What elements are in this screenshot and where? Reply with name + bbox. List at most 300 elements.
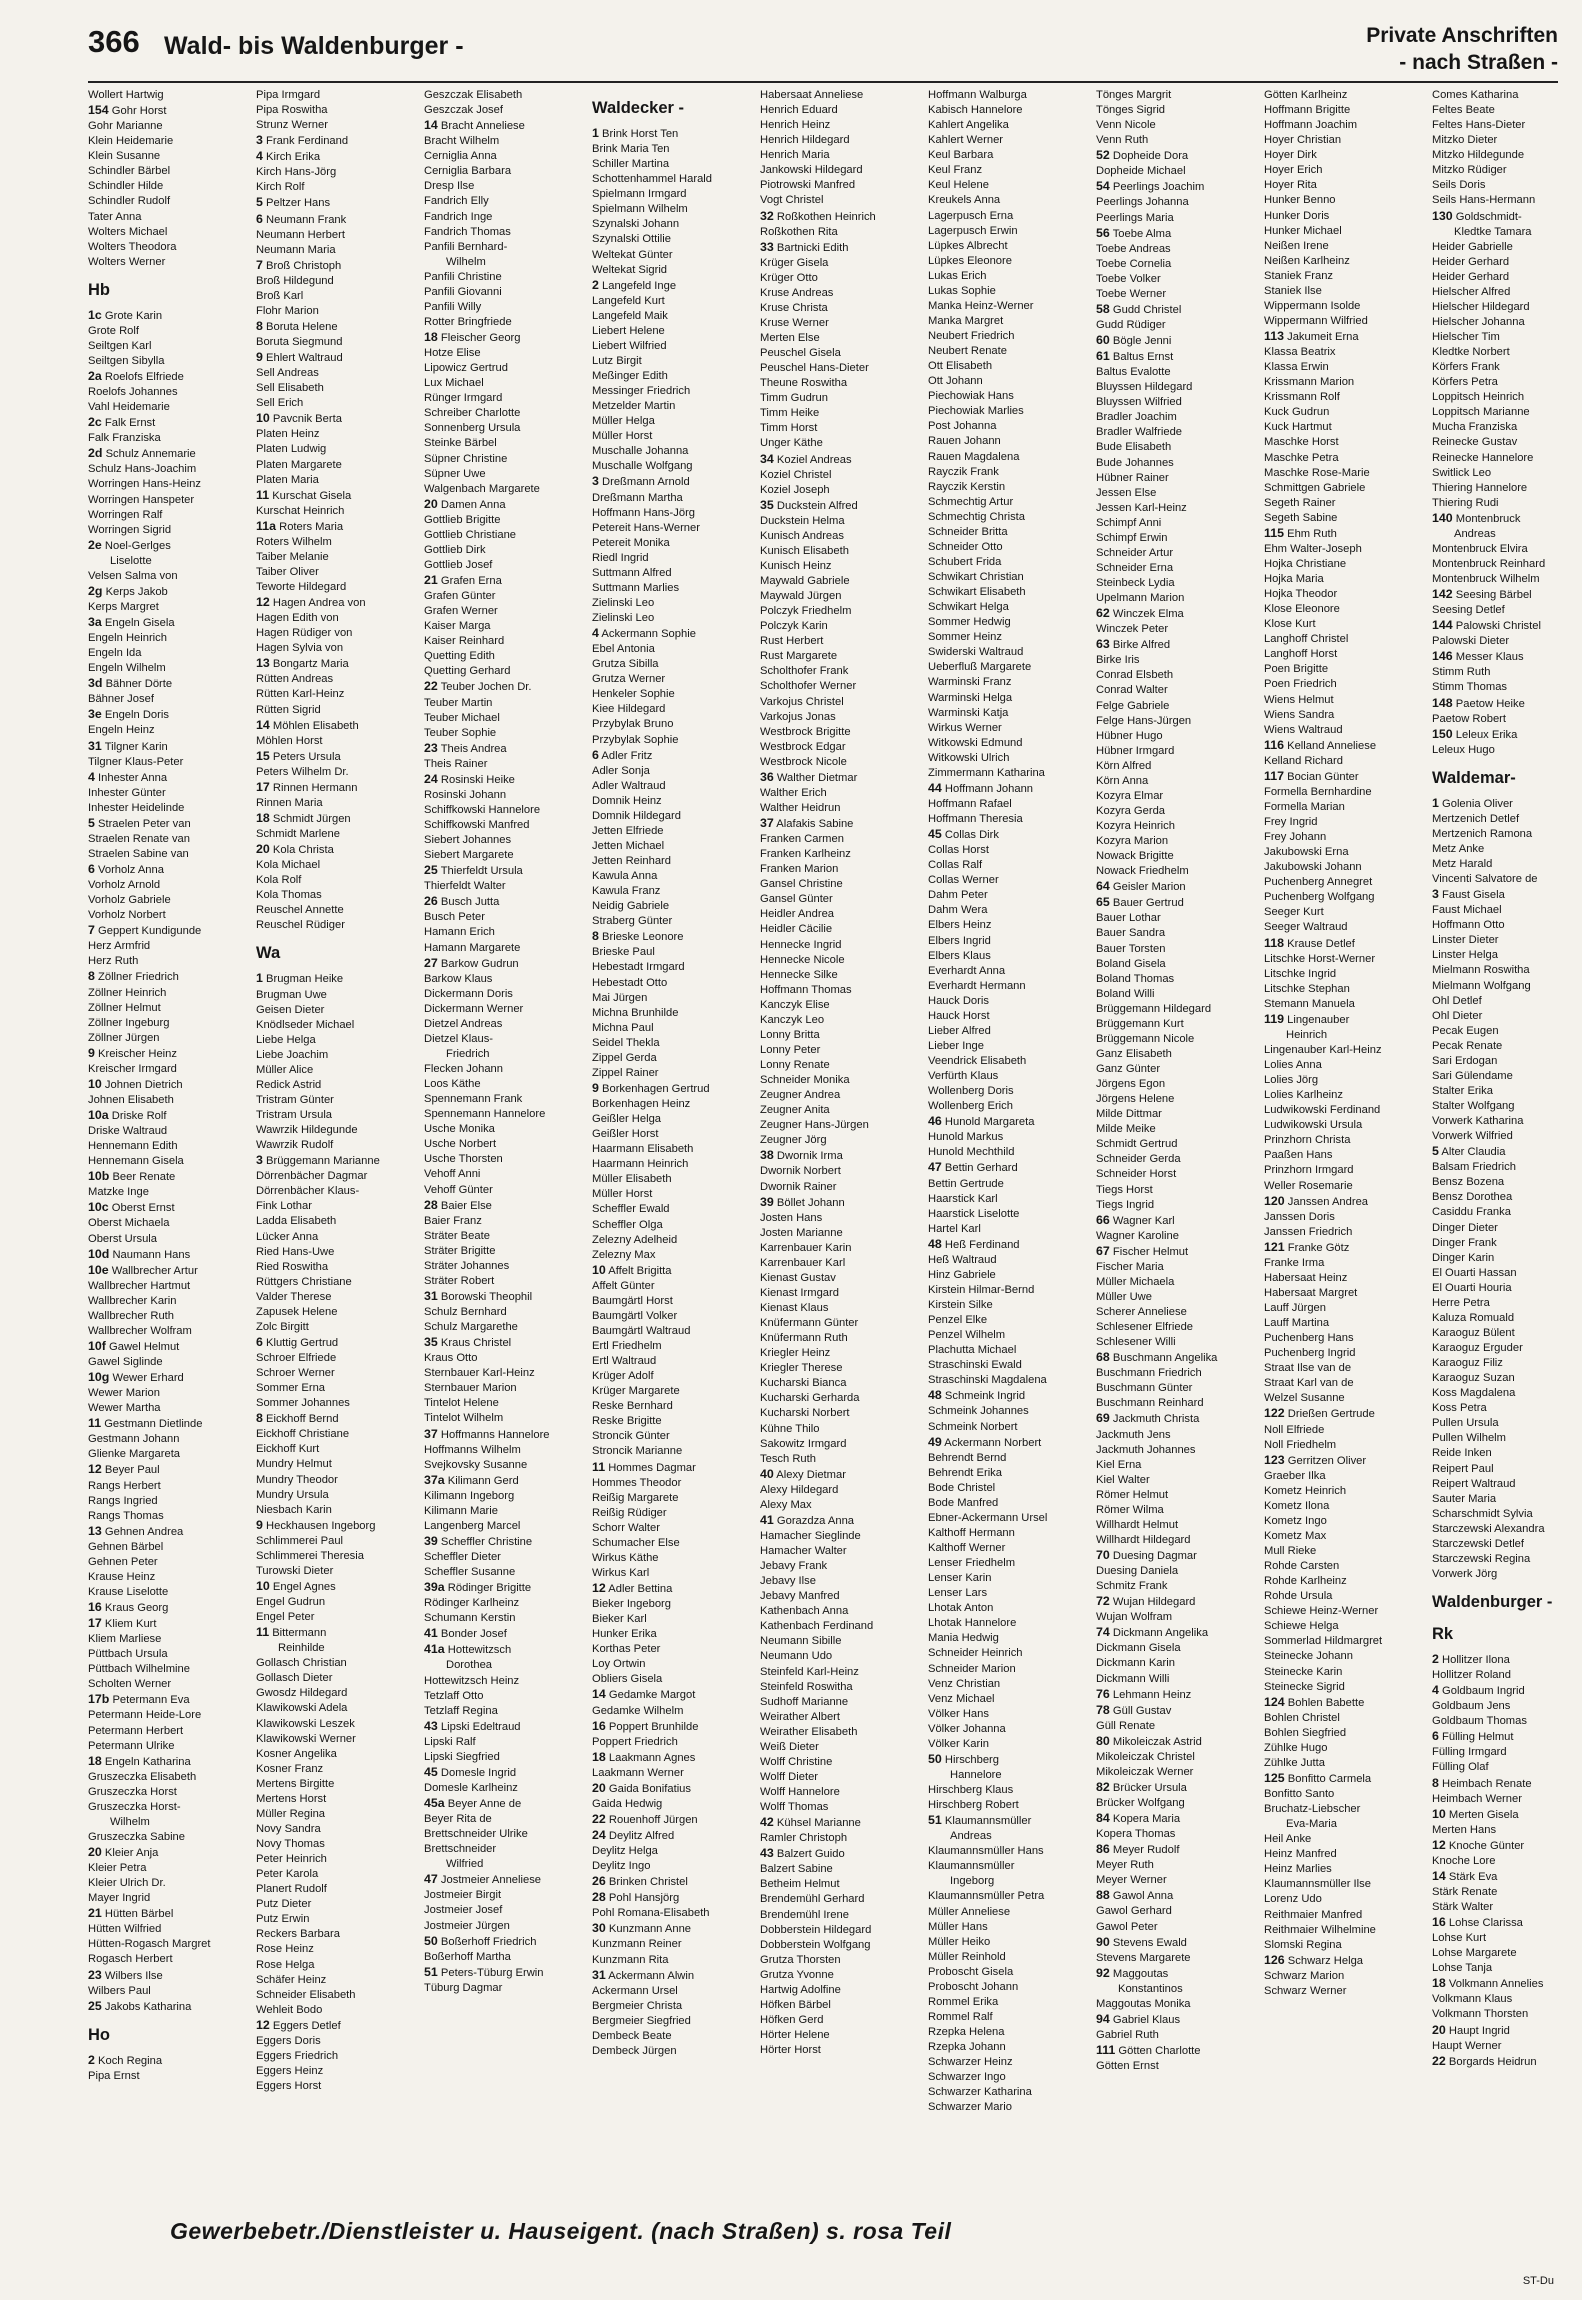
directory-entry: Seidel Thekla (592, 1036, 660, 1049)
house-number: 13 (256, 656, 270, 671)
directory-entry: Gollasch Christian (256, 1657, 347, 1670)
directory-entry: Hoyer Rita (1264, 179, 1317, 192)
directory-entry: Vorholz Gabriele (88, 894, 171, 907)
directory-entry: Gansel Christine (760, 878, 843, 891)
directory-entry: Frey Ingrid (1264, 816, 1318, 828)
directory-entry: 48 Heß Ferdinand (928, 1236, 1020, 1251)
directory-entry: 31 Tilgner Karin (88, 738, 168, 753)
house-number: 78 (1096, 1702, 1110, 1717)
directory-entry: Graeber Ilka (1264, 1469, 1326, 1482)
directory-entry: Neumann Herbert (256, 228, 345, 241)
directory-entry: Mitzko Dieter (1432, 134, 1498, 147)
directory-entry: Lipski Siegfried (424, 1750, 500, 1763)
house-number: 66 (1096, 1212, 1110, 1227)
directory-entry: 10 Engel Agnes (256, 1578, 336, 1593)
directory-entry: Hunold Mechthild (928, 1146, 1015, 1159)
directory-entry: Novy Thomas (256, 1838, 325, 1850)
directory-entry: Barkow Klaus (424, 972, 493, 985)
directory-entry: 12 Hagen Andrea von (256, 595, 366, 610)
house-number: 125 (1264, 1770, 1285, 1785)
directory-entry: Schmidt Gertrud (1096, 1138, 1178, 1151)
directory-entry: 23 Theis Andrea (424, 740, 507, 755)
directory-entry: 66 Wagner Karl (1096, 1212, 1175, 1227)
street-heading: Wa (256, 944, 281, 963)
directory-entry: Wippermann Isolde (1264, 299, 1361, 312)
house-number: 1c (88, 307, 102, 322)
house-number: 35 (424, 1335, 438, 1350)
directory-entry: 14 Gedamke Margot (592, 1687, 696, 1702)
directory-entry: Lieber Inge (928, 1039, 984, 1052)
directory-entry: Wollenberg Erich (928, 1100, 1013, 1113)
directory-entry: Engeln Wilhelm (88, 662, 166, 675)
directory-entry: Wagner Karoline (1096, 1229, 1179, 1242)
directory-entry: 41a Hottewitzsch (424, 1642, 512, 1657)
directory-entry: 8 Brieske Leonore (592, 929, 684, 944)
directory-entry: Zapusek Helene (256, 1305, 338, 1318)
directory-entry: Hoyer Erich (1264, 164, 1323, 177)
directory-entry: Weirather Albert (760, 1710, 841, 1723)
directory-entry: Völker Johanna (928, 1722, 1006, 1735)
directory-entry: Deylitz Ingo (592, 1860, 651, 1873)
directory-entry: Mundry Ursula (256, 1488, 329, 1501)
directory-entry: Ohl Dieter (1432, 1009, 1483, 1022)
house-number: 61 (1096, 349, 1110, 364)
directory-entry: Polczyk Friedhelm (760, 605, 852, 618)
directory-entry: Kosner Franz (256, 1762, 324, 1775)
directory-entry: Grutza Werner (592, 673, 666, 686)
directory-entry: Wolff Dieter (760, 1770, 819, 1783)
directory-entry: 9 Heckhausen Ingeborg (256, 1517, 376, 1532)
directory-entry: Grutza Sibilla (592, 658, 659, 671)
house-number: 31 (592, 1967, 606, 1982)
directory-entry: Jetten Reinhard (592, 855, 671, 867)
directory-entry: Lonny Britta (760, 1028, 820, 1041)
directory-entry: Jostmeier Birgit (424, 1889, 502, 1902)
directory-entry: Franken Karlheinz (760, 848, 851, 861)
directory-entry: Suttmann Alfred (592, 566, 672, 579)
directory-entry: Buschmann Reinhard (1096, 1397, 1204, 1410)
directory-entry: Mundry Helmut (256, 1458, 332, 1471)
directory-entry: 31 Ackermann Alwin (592, 1967, 695, 1982)
directory-entry: Conrad Walter (1096, 684, 1168, 697)
directory-entry: 130 Goldschmidt- (1432, 208, 1522, 223)
entry-continuation: Konstantinos (1118, 1982, 1183, 1995)
directory-entry: Lauff Jürgen (1264, 1302, 1326, 1314)
directory-entry: Piotrowski Manfred (760, 179, 856, 192)
house-number: 84 (1096, 1811, 1110, 1826)
directory-entry: Völker Karin (928, 1737, 989, 1750)
directory-entry: Heinz Manfred (1264, 1848, 1337, 1861)
house-number: 121 (1264, 1239, 1285, 1254)
house-number: 38 (760, 1148, 774, 1163)
house-number: 17 (88, 1616, 102, 1631)
directory-entry: Grafen Günter (424, 590, 496, 603)
directory-entry: Kilimann Ingeborg (424, 1489, 515, 1502)
directory-entry: Plachutta Michael (928, 1344, 1017, 1357)
directory-entry: Worringen Hanspeter (88, 493, 195, 506)
house-number: 3 (1432, 887, 1439, 902)
directory-entry: Tintelot Wilhelm (424, 1412, 504, 1425)
directory-entry: Ried Roswitha (256, 1260, 329, 1273)
directory-entry: 35 Duckstein Alfred (760, 497, 858, 512)
directory-entry: Herz Armfrid (88, 940, 151, 953)
directory-entry: Toebe Volker (1096, 272, 1161, 285)
directory-entry: Jebavy Frank (760, 1560, 828, 1573)
directory-entry: Bieker Ingeborg (592, 1598, 671, 1611)
directory-entry: Schneider Britta (928, 525, 1008, 538)
directory-entry: Reckers Barbara (256, 1928, 340, 1941)
directory-entry: Sudhoff Marianne (760, 1695, 849, 1708)
directory-entry: 39 Scheffler Christine (424, 1533, 533, 1548)
directory-entry: Lonny Peter (760, 1043, 821, 1056)
directory-entry: Paetow Robert (1432, 712, 1507, 725)
directory-entry: Collas Ralf (928, 859, 983, 872)
directory-entry: Liebe Helga (256, 1033, 316, 1046)
directory-entry: Heidler Cäcilie (760, 923, 833, 936)
directory-entry: Wolff Thomas (760, 1801, 829, 1814)
header-rule (88, 81, 1558, 83)
house-number: 18 (592, 1749, 606, 1764)
directory-entry: Willhardt Hildegard (1096, 1533, 1191, 1546)
directory-entry: Petereit Monika (592, 536, 670, 549)
house-number: 88 (1096, 1888, 1110, 1903)
directory-entry: Wirkus Käthe (592, 1551, 659, 1564)
directory-entry: Spielmann Irmgard (592, 188, 687, 201)
directory-entry: Karaoguz Erguder (1432, 1342, 1523, 1354)
directory-entry: Schumann Kerstin (424, 1612, 516, 1625)
directory-entry: Usche Thorsten (424, 1153, 503, 1166)
directory-entry: 35 Kraus Christel (424, 1335, 512, 1350)
directory-entry: Platen Heinz (256, 428, 320, 441)
directory-entry: 10c Oberst Ernst (88, 1200, 175, 1215)
directory-entry: Poen Brigitte (1264, 663, 1329, 676)
directory-entry: Veendrick Elisabeth (928, 1055, 1027, 1067)
directory-entry: Maschke Rose-Marie (1264, 466, 1370, 479)
directory-entry: Wolff Hannelore (760, 1786, 840, 1798)
directory-entry: Gudd Rüdiger (1096, 318, 1166, 331)
directory-entry: 1 Golenia Oliver (1432, 795, 1513, 810)
directory-entry: Prinzhorn Irmgard (1264, 1164, 1354, 1177)
page-header (88, 18, 1558, 80)
directory-entry: Kucharski Bianca (760, 1377, 847, 1390)
directory-entry: Litschke Ingrid (1264, 967, 1337, 980)
directory-entry: Wirkus Werner (928, 721, 1002, 734)
directory-entry: 115 Ehm Ruth (1264, 525, 1337, 540)
directory-entry: Brink Maria Ten (592, 143, 670, 156)
directory-entry: Koss Petra (1432, 1402, 1487, 1415)
directory-entry: Zeugner Andrea (760, 1089, 841, 1102)
directory-entry: Peuschel Gisela (760, 347, 841, 360)
directory-entry: Krüger Adolf (592, 1370, 654, 1383)
directory-entry: Siebert Johannes (424, 834, 512, 847)
directory-entry: Schneider Heinrich (928, 1647, 1023, 1660)
directory-entry: Henrich Heinz (760, 119, 831, 132)
directory-entry: Schroer Werner (256, 1367, 335, 1380)
directory-entry: Prinzhorn Christa (1264, 1134, 1351, 1147)
directory-entry: Alexy Hildegard (760, 1483, 839, 1496)
directory-entry: Bluyssen Wilfried (1096, 396, 1182, 409)
directory-entry: Hunker Michael (1264, 224, 1342, 237)
house-number: 86 (1096, 1842, 1110, 1857)
directory-entry: Kunzmann Rita (592, 1953, 669, 1966)
directory-entry: Switlick Leo (1432, 466, 1492, 479)
house-number: 16 (88, 1600, 102, 1614)
directory-entry: Litschke Horst-Werner (1264, 952, 1376, 965)
directory-entry: 125 Bonfitto Carmela (1264, 1770, 1372, 1785)
directory-entry: Upelmann Marion (1096, 592, 1185, 605)
directory-entry: 42 Kühsel Marianne (760, 1815, 861, 1830)
directory-entry: Fülling Irmgard (1432, 1746, 1507, 1759)
directory-entry: Hottewitzsch Heinz (424, 1674, 520, 1687)
directory-entry: Kola Thomas (256, 889, 322, 902)
house-number: 10 (592, 1262, 606, 1277)
directory-entry: Strunz Werner (256, 119, 328, 132)
directory-entry: Zippel Gerda (592, 1051, 657, 1064)
directory-entry: 10 Johnen Dietrich (88, 1076, 183, 1091)
house-number: 20 (256, 842, 270, 857)
directory-entry: Kiel Walter (1096, 1473, 1150, 1486)
directory-entry: Vahl Heidemarie (88, 401, 170, 414)
directory-entry: Lohse Margarete (1432, 1947, 1517, 1960)
directory-entry: 111 Götten Charlotte (1096, 2043, 1201, 2057)
directory-entry: 50 Boßerhoff Friedrich (424, 1933, 537, 1948)
directory-entry: Wippermann Wilfried (1264, 314, 1368, 327)
directory-entry: Habersaat Anneliese (760, 89, 864, 101)
directory-entry: Sakowitz Irmgard (760, 1437, 847, 1450)
directory-entry: Bradler Walfriede (1096, 426, 1183, 439)
directory-entry: Schwarzer Mario (928, 2101, 1012, 2114)
directory-entry: Maschke Horst (1264, 436, 1339, 449)
directory-entry: Timm Horst (760, 422, 818, 435)
directory-entry: 123 Gerritzen Oliver (1264, 1452, 1367, 1467)
entry-continuation: Liselotte (110, 554, 152, 567)
house-number: 1 (1432, 795, 1439, 810)
directory-entry: Schwarz Werner (1264, 1984, 1347, 1997)
directory-entry: Brüggemann Kurt (1096, 1017, 1184, 1030)
house-number: 94 (1096, 2011, 1110, 2026)
directory-entry: Klawikowski Werner (256, 1732, 356, 1745)
directory-entry: Kozyra Elmar (1096, 789, 1164, 802)
directory-entry: Sommer Heinz (928, 631, 1002, 644)
house-number: 9 (592, 1080, 599, 1095)
directory-entry: Tiegs Horst (1096, 1183, 1153, 1196)
directory-entry: Hagen Edith von (256, 612, 339, 625)
directory-entry: 47 Jostmeier Anneliese (424, 1872, 542, 1887)
directory-entry: Worringen Ralf (88, 508, 163, 521)
directory-entry: Schwikart Christian (928, 571, 1024, 583)
directory-entry: 38 Dwornik Irma (760, 1148, 843, 1163)
directory-entry: 2g Kerps Jakob (88, 583, 168, 598)
directory-entry: Schlimmerei Paul (256, 1534, 344, 1547)
directory-entry: Bohlen Siegfried (1264, 1726, 1347, 1739)
directory-entry: Klaumannsmüller (928, 1860, 1015, 1873)
directory-entry: Zelezny Max (592, 1248, 656, 1261)
directory-entry: Poppert Friedrich (592, 1735, 678, 1748)
directory-entry: Metz Anke (1432, 842, 1485, 855)
directory-entry: Sträter Brigitte (424, 1244, 496, 1257)
directory-entry: Zielinski Leo (592, 596, 655, 609)
directory-entry: Kienast Gustav (760, 1271, 836, 1284)
directory-entry: 64 Geisler Marion (1096, 879, 1186, 894)
house-number: 10d (88, 1246, 110, 1261)
directory-entry: Inhester Günter (88, 786, 166, 799)
directory-entry: Süpner Uwe (424, 467, 486, 480)
directory-entry: Sträter Beate (424, 1229, 490, 1242)
house-number: 16 (1432, 1915, 1446, 1930)
directory-entry: Rotter Bringfriede (424, 315, 512, 328)
directory-entry: 16 Poppert Brunhilde (592, 1718, 699, 1733)
directory-entry: Warminski Helga (928, 691, 1013, 704)
street-heading: Rk (1432, 1625, 1454, 1643)
directory-entry: 54 Peerlings Joachim (1096, 179, 1205, 194)
house-number: 39 (424, 1533, 438, 1548)
directory-entry: Karaoguz Filiz (1432, 1357, 1503, 1370)
directory-entry: Platen Ludwig (256, 443, 327, 456)
directory-entry: Henkeler Sophie (592, 688, 675, 701)
directory-entry: Geszczak Elisabeth (424, 89, 523, 101)
directory-entry: Reipert Waltraud (1432, 1477, 1516, 1490)
directory-entry: Jakubowski Erna (1264, 846, 1349, 859)
directory-entry: Palowski Dieter (1432, 635, 1510, 648)
house-number: 18 (1432, 1976, 1446, 1991)
house-number: 14 (592, 1687, 606, 1702)
directory-entry: Reide Inken (1432, 1447, 1492, 1460)
directory-entry: Noll Elfriede (1264, 1423, 1325, 1436)
house-number: 2 (88, 2052, 95, 2067)
directory-entry: Karaoguz Bülent (1432, 1326, 1515, 1339)
directory-entry: Baltus Evalotte (1096, 366, 1171, 379)
directory-entry: Liebert Helene (592, 324, 665, 337)
house-number: 28 (592, 1890, 606, 1905)
directory-entry: Zöllner Helmut (88, 1001, 161, 1014)
directory-entry: Thierfeldt Walter (424, 880, 506, 893)
directory-entry: Goldbaum Thomas (1432, 1715, 1527, 1728)
directory-entry: Worringen Sigrid (88, 523, 172, 536)
directory-entry: Kilimann Marie (424, 1504, 498, 1517)
directory-entry: 122 Drießen Gertrude (1264, 1406, 1375, 1421)
directory-entry: Affelt Günter (592, 1279, 655, 1292)
directory-entry: Michna Brunhilde (592, 1006, 679, 1019)
directory-entry: 15 Peters Ursula (256, 748, 341, 763)
house-number: 22 (592, 1811, 606, 1826)
house-number: 142 (1432, 587, 1453, 602)
directory-entry: Bensz Dorothea (1432, 1191, 1513, 1204)
directory-entry: Reinecke Gustav (1432, 436, 1518, 449)
directory-entry: Tater Anna (88, 210, 142, 223)
directory-entry: Rohde Carsten (1264, 1560, 1340, 1573)
directory-entry: Kozyra Gerda (1096, 804, 1166, 817)
directory-entry: Milde Meike (1096, 1123, 1156, 1136)
directory-entry: Jetten Michael (592, 839, 665, 852)
directory-entry: 39 Böllet Johann (760, 1194, 845, 1209)
directory-entry: El Ouarti Hassan (1432, 1266, 1517, 1279)
directory-entry: Tiegs Ingrid (1096, 1198, 1155, 1211)
directory-entry: Brettschneider (424, 1843, 497, 1856)
directory-entry: Lauff Martina (1264, 1317, 1330, 1330)
directory-entry: 120 Janssen Andrea (1264, 1193, 1369, 1208)
house-number: 30 (592, 1921, 606, 1936)
directory-entry: Vorwerk Katharina (1432, 1115, 1524, 1128)
directory-entry: Schlesener Elfriede (1096, 1321, 1194, 1334)
directory-entry: Kanczyk Elise (760, 998, 830, 1011)
directory-entry: Sträter Johannes (424, 1259, 510, 1272)
directory-entry: Birke Iris (1096, 654, 1140, 667)
directory-entry: Eggers Heinz (256, 2064, 324, 2077)
directory-entry: Sari Erdogan (1432, 1054, 1498, 1067)
house-number: 10 (256, 1578, 270, 1593)
directory-entry: 26 Brinken Christel (592, 1874, 688, 1889)
house-number: 8 (1432, 1775, 1439, 1790)
directory-entry: Kühne Thilo (760, 1422, 820, 1435)
directory-entry: Schmeink Norbert (928, 1420, 1018, 1433)
directory-entry: Neidig Gabriele (592, 900, 670, 913)
directory-entry: Dopheide Michael (1096, 165, 1186, 178)
house-number: 37 (760, 816, 774, 830)
directory-entry: Mikoleiczak Werner (1096, 1765, 1194, 1778)
directory-entry: Wawrzik Rudolf (256, 1139, 334, 1152)
directory-entry: Walgenbach Margarete (424, 482, 540, 495)
directory-entry: Volkmann Thorsten (1432, 2008, 1529, 2021)
directory-entry: Seeger Kurt (1264, 906, 1324, 919)
directory-entry: Wiens Sandra (1264, 708, 1335, 721)
entry-continuation: Wilfried (446, 1858, 484, 1871)
house-number: 25 (424, 863, 438, 878)
directory-entry: Maywald Jürgen (760, 590, 842, 603)
directory-entry: 24 Rosinski Heike (424, 771, 515, 786)
directory-entry: Bauer Sandra (1096, 927, 1166, 940)
directory-entry: Fischer Maria (1096, 1260, 1164, 1273)
directory-entry: Rommel Ralf (928, 2010, 993, 2023)
house-number: 2c (88, 415, 102, 430)
directory-entry: Formella Marian (1264, 800, 1345, 813)
directory-entry: Straat Karl van de (1264, 1377, 1354, 1390)
directory-entry: Hoffmann Otto (1432, 919, 1505, 932)
directory-entry: Klose Eleonore (1264, 603, 1340, 616)
directory-entry: Schwarzer Katharina (928, 2086, 1032, 2099)
directory-entry: Walther Heidrun (760, 801, 841, 814)
directory-entry: Liebe Joachim (256, 1048, 329, 1061)
directory-entry: Faust Michael (1432, 904, 1502, 917)
directory-entry: 37 Hoffmanns Hannelore (424, 1426, 550, 1441)
house-number: 3 (592, 474, 599, 489)
directory-entry: Kalthoff Hermann (928, 1526, 1015, 1539)
directory-entry: Segeth Rainer (1264, 496, 1336, 509)
directory-entry: Verfürth Klaus (928, 1070, 999, 1083)
house-number: 51 (424, 1964, 438, 1979)
directory-entry: Franken Carmen (760, 833, 844, 846)
house-number: 58 (1096, 301, 1110, 316)
directory-entry: Brettschneider Ulrike (424, 1828, 528, 1841)
directory-entry: Everhardt Anna (928, 964, 1006, 977)
directory-entry: Wilbers Paul (88, 1984, 151, 1997)
directory-entry: Römer Helmut (1096, 1488, 1169, 1501)
directory-entry: Comes Katharina (1432, 89, 1519, 101)
directory-entry: Muschalle Wolfgang (592, 460, 693, 473)
directory-entry: Nowack Friedhelm (1096, 865, 1189, 878)
directory-entry: Hübner Rainer (1096, 471, 1169, 484)
directory-entry: 18 Fleischer Georg (424, 330, 521, 344)
house-number: 9 (256, 1517, 263, 1532)
directory-entry: Rzepka Helena (928, 2026, 1005, 2038)
house-number: 10f (88, 1338, 106, 1353)
directory-columns (88, 88, 1558, 2213)
directory-entry: Szynalski Johann (592, 218, 680, 231)
directory-entry: 10 Pavcnik Berta (256, 411, 342, 426)
directory-entry: Falk Franziska (88, 432, 161, 445)
directory-entry: Starczewski Regina (1432, 1552, 1531, 1565)
directory-entry: Kleier Petra (88, 1862, 147, 1875)
directory-entry: Scheffler Olga (592, 1218, 663, 1231)
